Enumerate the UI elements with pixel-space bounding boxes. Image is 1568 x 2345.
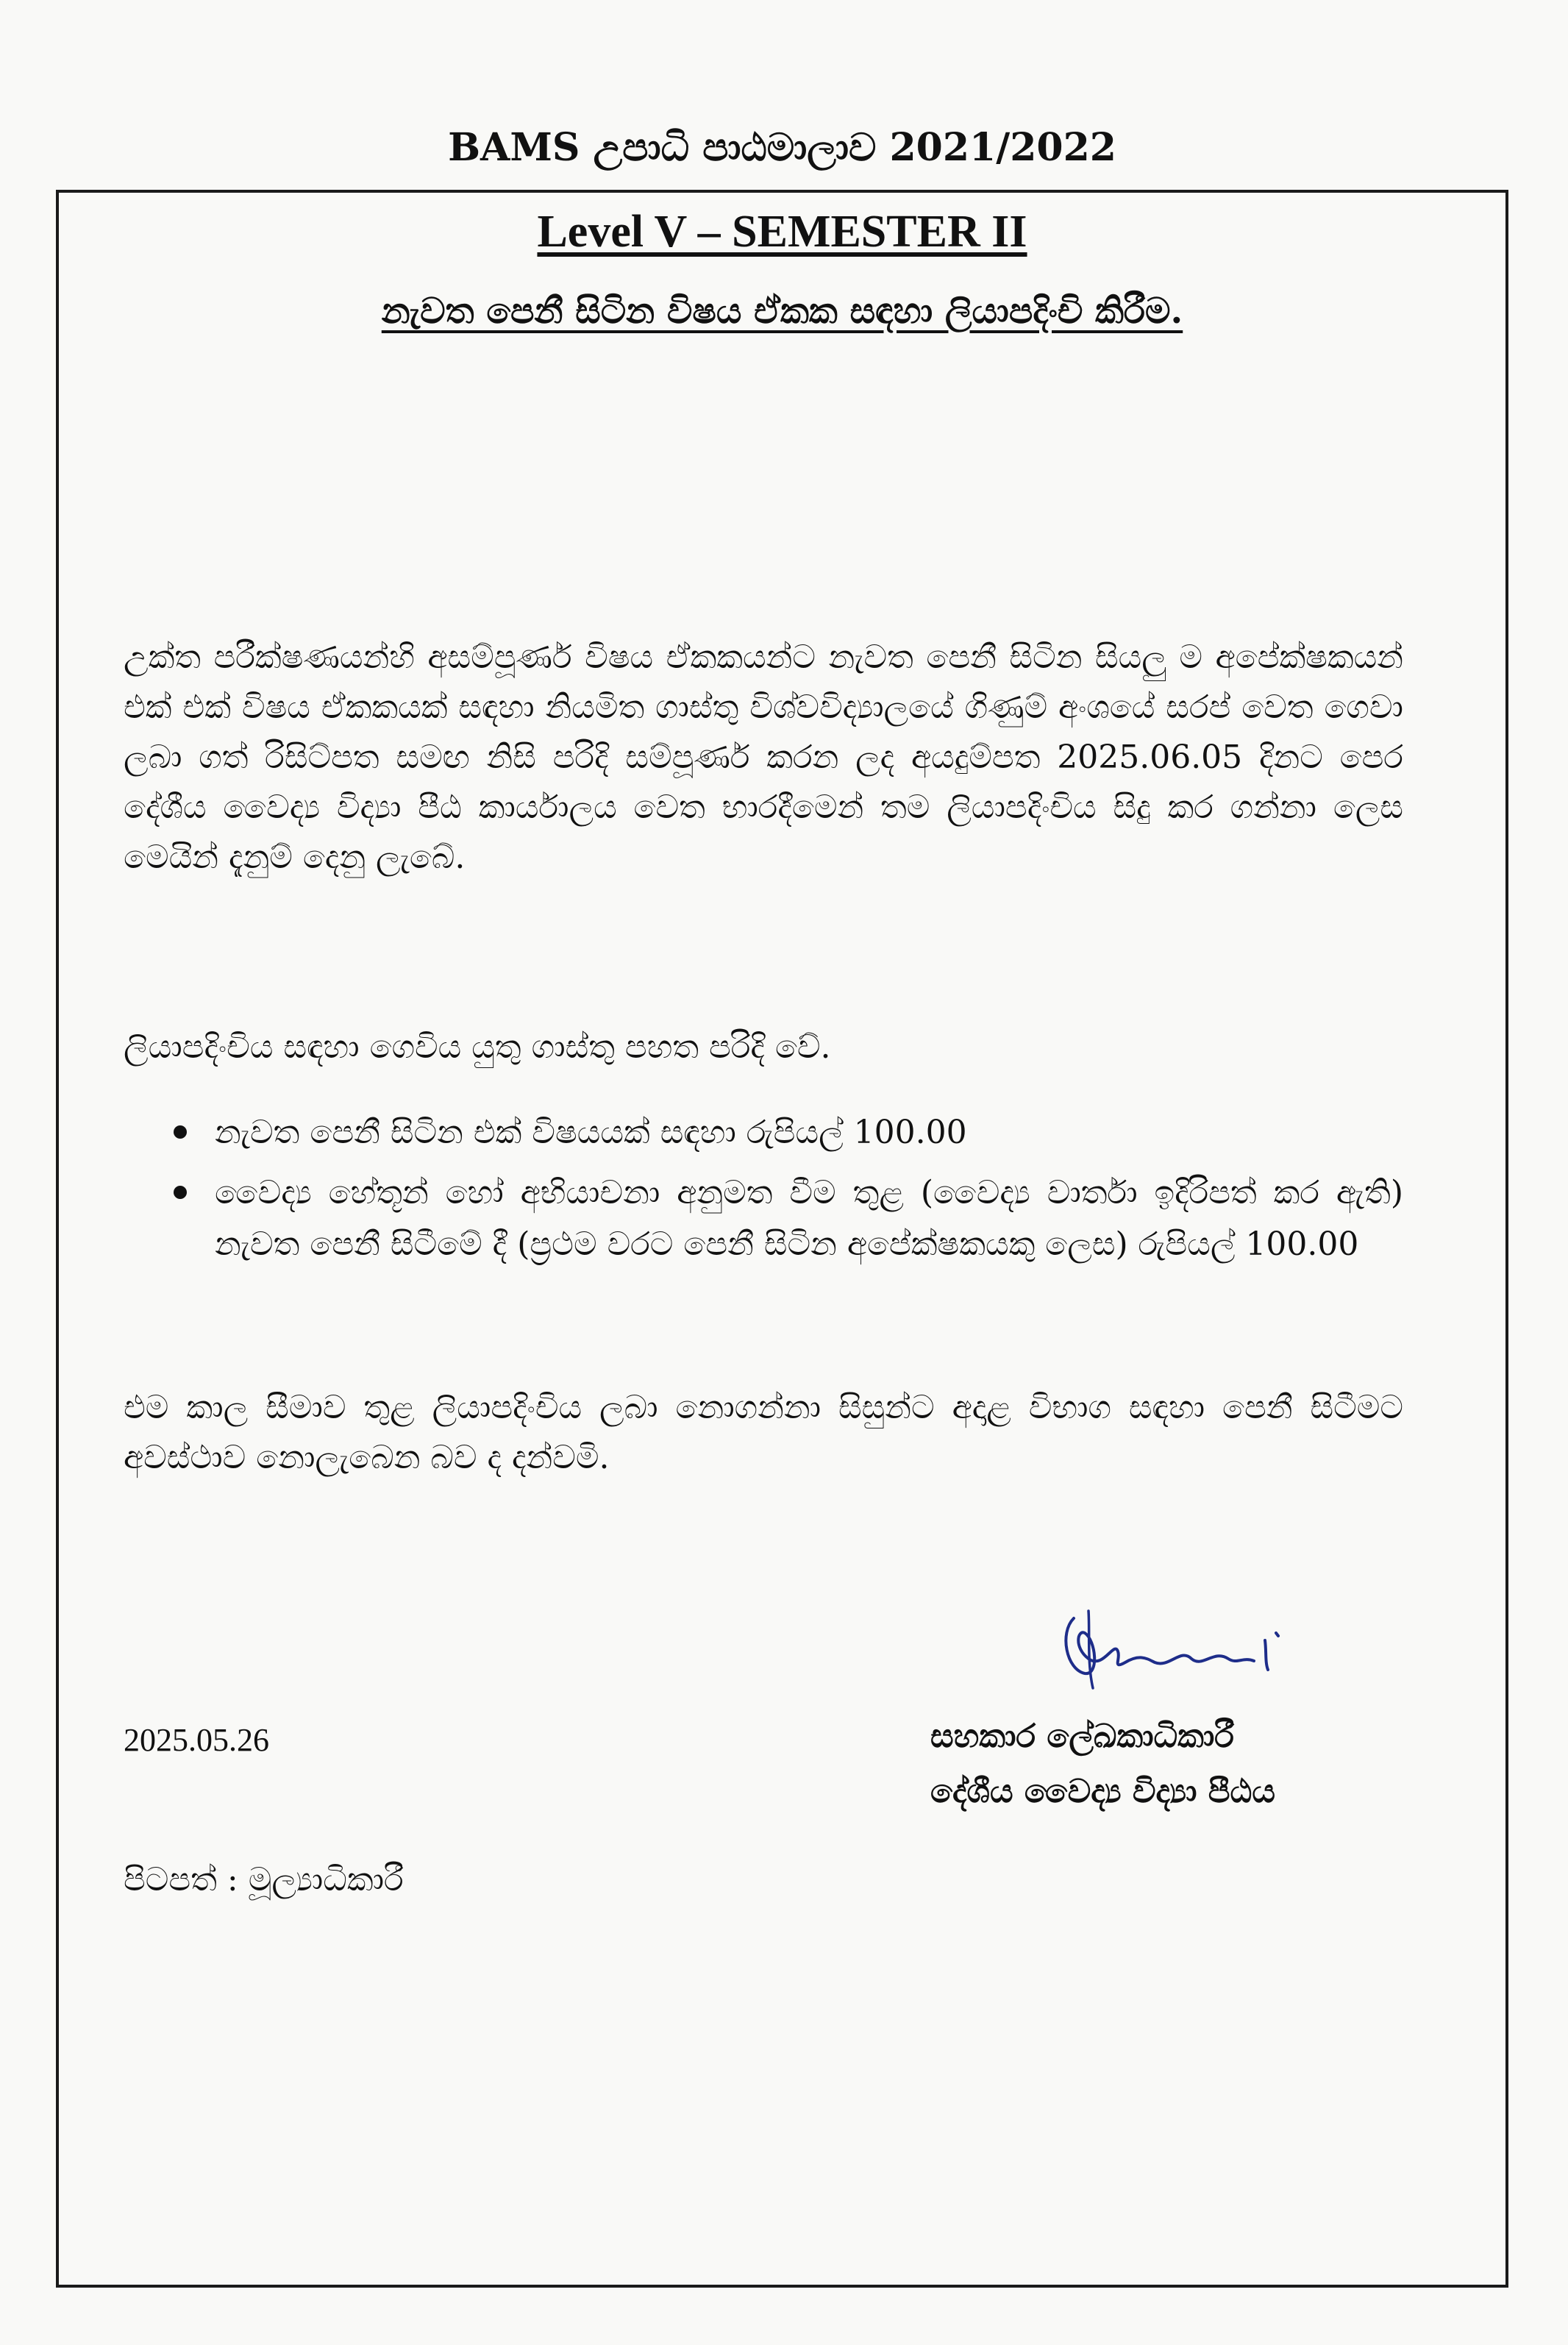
bullet-icon	[174, 1125, 187, 1139]
notice-paragraph-fees-intro: ලියාපදිංචිය සඳහා ගෙවිය යුතු ගාස්තු පහත පරිදි වේ.	[124, 1028, 831, 1066]
notice-paragraph-deadline-warning: එම කාල සීමාව තුළ ලියාපදිංචිය ලබා නොගන්නා සිසුන්ට අදාළ විභාග සඳහා පෙනී සිටීමට අවස්ථාව නොලැබෙන බව ද දන්වමි.	[124, 1389, 1403, 1476]
fee-list-item	[168, 1107, 1403, 1159]
signatory-faculty: දේශීය වෛද්‍ය විද්‍යා පීඨය	[930, 1773, 1275, 1810]
notice-title-level: Level V – SEMESTER II	[537, 207, 1027, 257]
notice-date: 2025.05.26	[124, 1722, 269, 1758]
fee-list	[168, 1107, 1403, 1279]
signature-mark	[1044, 1589, 1294, 1699]
notice-title-course: BAMS උපාධි පාඨමාලාව 2021/2022	[448, 125, 1116, 170]
bullet-icon	[174, 1186, 187, 1199]
fee-list-item-text: නැවත පෙනී සිටින එක් විෂයයක් සඳහා රුපියල් 100.00	[215, 1114, 967, 1151]
notice-title-subject: නැවත පෙනී සිටින විෂය ඒකක සඳහා ලියාපදිංචි කිරීම.	[381, 291, 1183, 332]
copy-to-line: පිටපත් : මූල්‍යාධිකාරී	[124, 1861, 404, 1899]
fee-list-item-text: වෛද්‍ය හේතූන් හෝ අභියාචනා අනුමත වීම තුළ (වෛද්‍ය වාර්තා ඉදිරිපත් කර ඇති) නැවත පෙනී සිටීමේ දී (ප්‍රථම වරට පෙනී සිටින අපේක්ෂකයකු ලෙස) රුපියල් 100.00	[215, 1174, 1403, 1263]
fee-list-item	[168, 1167, 1403, 1270]
notice-paragraph-registration: උක්ත පරීක්ෂණයන්හි අසම්පූර්ණ විෂය ඒකකයන්ට නැවත පෙනී සිටින සියලු ම අපේක්ෂකයන් එක් එක් විෂය ඒකකයක් සඳහා නියමිත ගාස්තු විශ්වවිද්‍යාලයේ ගිණුම් අංශයේ සරප් වෙත ගෙවා ලබා ගත් රිසිට්පත සමඟ නිසි පරිදි සම්පූර්ණ කරන ලද අයදුම්පත 2025.06.05 දිනට පෙර දේශීය වෛද්‍ය විද්‍යා පීඨ කාර්යාලය වෙත භාරදීමෙන් තම ලියාපදිංචිය සිදු කර ගන්නා ලෙස මෙයින් දැනුම් දෙනු ලැබේ.	[124, 638, 1403, 876]
signatory-title: සහකාර ලේඛකාධිකාරී	[930, 1718, 1234, 1755]
